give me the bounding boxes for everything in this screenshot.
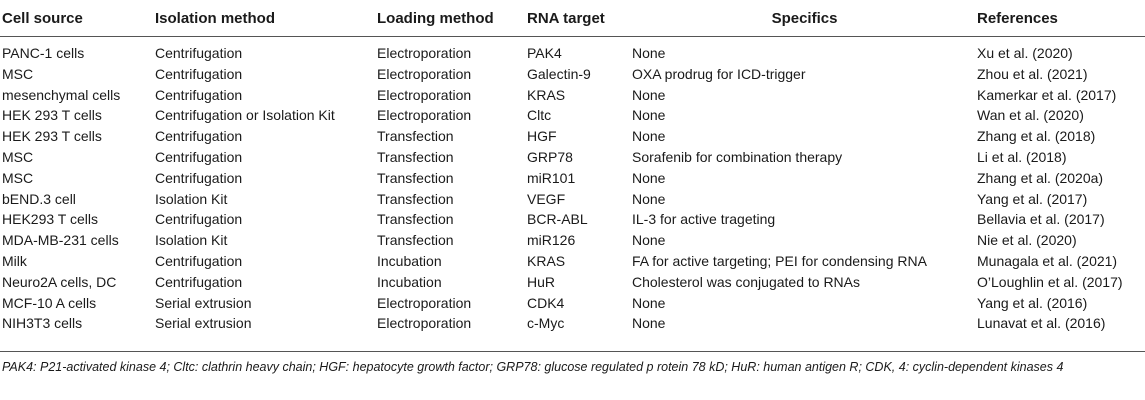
header-specifics: Specifics xyxy=(632,0,977,37)
cell-reference: Kamerkar et al. (2017) xyxy=(977,86,1117,103)
table-row xyxy=(0,189,1145,210)
table-row xyxy=(0,313,1145,334)
cell-reference: O’Loughlin et al. (2017) xyxy=(977,273,1123,290)
cell-isolation-method: Centrifugation xyxy=(155,273,243,290)
cell-loading-method: Transfection xyxy=(377,148,454,165)
cell-loading-method: Electroporation xyxy=(377,86,472,103)
cell-rna-target: Cltc xyxy=(527,107,552,124)
table-row xyxy=(0,272,1145,293)
cell-source: NIH3T3 cells xyxy=(2,315,83,332)
cell-specifics: None xyxy=(632,128,666,145)
cell-rna-target: c-Myc xyxy=(527,315,565,332)
cell-source: MCF-10 A cells xyxy=(2,294,97,311)
cell-specifics: None xyxy=(632,190,666,207)
table-row xyxy=(0,293,1145,314)
cell-rna-target: VEGF xyxy=(527,190,566,207)
table-row xyxy=(0,64,1145,85)
cell-isolation-method: Centrifugation xyxy=(155,128,243,145)
cell-rna-target: CDK4 xyxy=(527,294,565,311)
table-row xyxy=(0,85,1145,106)
cell-isolation-method: Serial extrusion xyxy=(155,315,252,332)
cell-source: HEK 293 T cells xyxy=(2,128,102,145)
cell-isolation-method: Centrifugation xyxy=(155,86,243,103)
cell-reference: Wan et al. (2020) xyxy=(977,107,1084,124)
cell-isolation-method: Centrifugation xyxy=(155,211,243,228)
cell-loading-method: Electroporation xyxy=(377,294,472,311)
cell-source: MDA-MB-231 cells xyxy=(2,232,119,249)
cell-isolation-method: Centrifugation xyxy=(155,65,243,82)
cell-specifics: None xyxy=(632,169,666,186)
cell-reference: Zhang et al. (2018) xyxy=(977,128,1096,145)
cell-specifics: None xyxy=(632,232,666,249)
cell-source: bEND.3 cell xyxy=(2,190,76,207)
cell-loading-method: Transfection xyxy=(377,190,454,207)
cell-isolation-method: Centrifugation xyxy=(155,45,243,61)
cell-rna-target: miR126 xyxy=(527,232,576,249)
cell-loading-method: Electroporation xyxy=(377,315,472,332)
table-row xyxy=(0,230,1145,251)
cell-reference: Yang et al. (2017) xyxy=(977,190,1088,207)
cell-source: MSC xyxy=(2,169,34,186)
cell-loading-method: Electroporation xyxy=(377,107,472,124)
cell-loading-method: Transfection xyxy=(377,232,454,249)
cell-source: PANC-1 cells xyxy=(2,45,85,61)
cell-rna-target: Galectin-9 xyxy=(527,65,591,82)
cell-loading-method: Incubation xyxy=(377,273,442,290)
cell-source: Milk xyxy=(2,252,27,269)
table-row xyxy=(0,168,1145,189)
cell-reference: Munagala et al. (2021) xyxy=(977,252,1118,269)
cell-loading-method: Electroporation xyxy=(377,65,472,82)
cell-specifics: OXA prodrug for ICD-trigger xyxy=(632,65,806,82)
header-isolation-method: Isolation method xyxy=(155,0,377,37)
table-row xyxy=(0,37,1145,64)
header-rna-target: RNA target xyxy=(527,0,632,37)
cell-specifics: None xyxy=(632,315,666,332)
cell-rna-target: KRAS xyxy=(527,252,566,269)
cell-reference: Yang et al. (2016) xyxy=(977,294,1088,311)
cell-rna-target: HGF xyxy=(527,128,557,145)
cell-reference: Lunavat et al. (2016) xyxy=(977,315,1106,332)
cell-specifics: None xyxy=(632,294,666,311)
cell-rna-target: PAK4 xyxy=(527,45,562,61)
cell-isolation-method: Serial extrusion xyxy=(155,294,252,311)
table-bottom-rule xyxy=(0,351,1145,352)
cell-reference: Nie et al. (2020) xyxy=(977,232,1077,249)
table-footnote: PAK4: P21-activated kinase 4; Cltc: clathrin heavy chain; HGF: hepatocyte growth factor; GRP78: glucose regulated p rotein 78 kD; HuR: human antigen R; CDK, 4: cyclin-dependent kinases 4 xyxy=(2,360,1064,374)
table-body xyxy=(0,37,1145,335)
cell-source: HEK 293 T cells xyxy=(2,107,102,124)
cell-isolation-method: Isolation Kit xyxy=(155,232,228,249)
cell-reference: Bellavia et al. (2017) xyxy=(977,211,1105,228)
cell-loading-method: Transfection xyxy=(377,128,454,145)
table-row xyxy=(0,126,1145,147)
table-row xyxy=(0,251,1145,272)
table-row xyxy=(0,209,1145,230)
cell-rna-target: BCR-ABL xyxy=(527,211,588,228)
header-loading-method: Loading method xyxy=(377,0,527,37)
cell-specifics: Cholesterol was conjugated to RNAs xyxy=(632,273,861,290)
cell-loading-method: Transfection xyxy=(377,169,454,186)
cell-rna-target: KRAS xyxy=(527,86,566,103)
cell-rna-target: GRP78 xyxy=(527,148,573,165)
header-references: References xyxy=(977,0,1145,37)
table-row xyxy=(0,147,1145,168)
cell-specifics: None xyxy=(632,45,666,61)
header-row xyxy=(0,0,1145,37)
cell-rna-target: miR101 xyxy=(527,169,576,186)
cell-rna-target: HuR xyxy=(527,273,556,290)
cell-isolation-method: Centrifugation or Isolation Kit xyxy=(155,107,335,124)
cell-source: MSC xyxy=(2,148,34,165)
cell-reference: Zhou et al. (2021) xyxy=(977,65,1088,82)
table-row xyxy=(0,105,1145,126)
cell-source: MSC xyxy=(2,65,34,82)
cell-reference: Li et al. (2018) xyxy=(977,148,1067,165)
cell-source: Neuro2A cells, DC xyxy=(2,273,117,290)
cell-isolation-method: Centrifugation xyxy=(155,148,243,165)
cell-isolation-method: Centrifugation xyxy=(155,169,243,186)
cell-isolation-method: Centrifugation xyxy=(155,252,243,269)
cell-loading-method: Transfection xyxy=(377,211,454,228)
cell-specifics: None xyxy=(632,86,666,103)
cell-specifics: IL-3 for active trageting xyxy=(632,211,776,228)
cell-source: mesenchymal cells xyxy=(2,86,121,103)
cell-loading-method: Electroporation xyxy=(377,45,472,61)
cell-isolation-method: Isolation Kit xyxy=(155,190,228,207)
cell-reference: Zhang et al. (2020a) xyxy=(977,169,1104,186)
cell-reference: Xu et al. (2020) xyxy=(977,45,1073,61)
header-cell-source: Cell source xyxy=(0,0,155,37)
cell-loading-method: Incubation xyxy=(377,252,442,269)
cell-specifics: FA for active targeting; PEI for condensing RNA xyxy=(632,252,927,269)
cell-source: HEK293 T cells xyxy=(2,211,98,228)
cell-specifics: Sorafenib for combination therapy xyxy=(632,148,843,165)
cell-specifics: None xyxy=(632,107,666,124)
